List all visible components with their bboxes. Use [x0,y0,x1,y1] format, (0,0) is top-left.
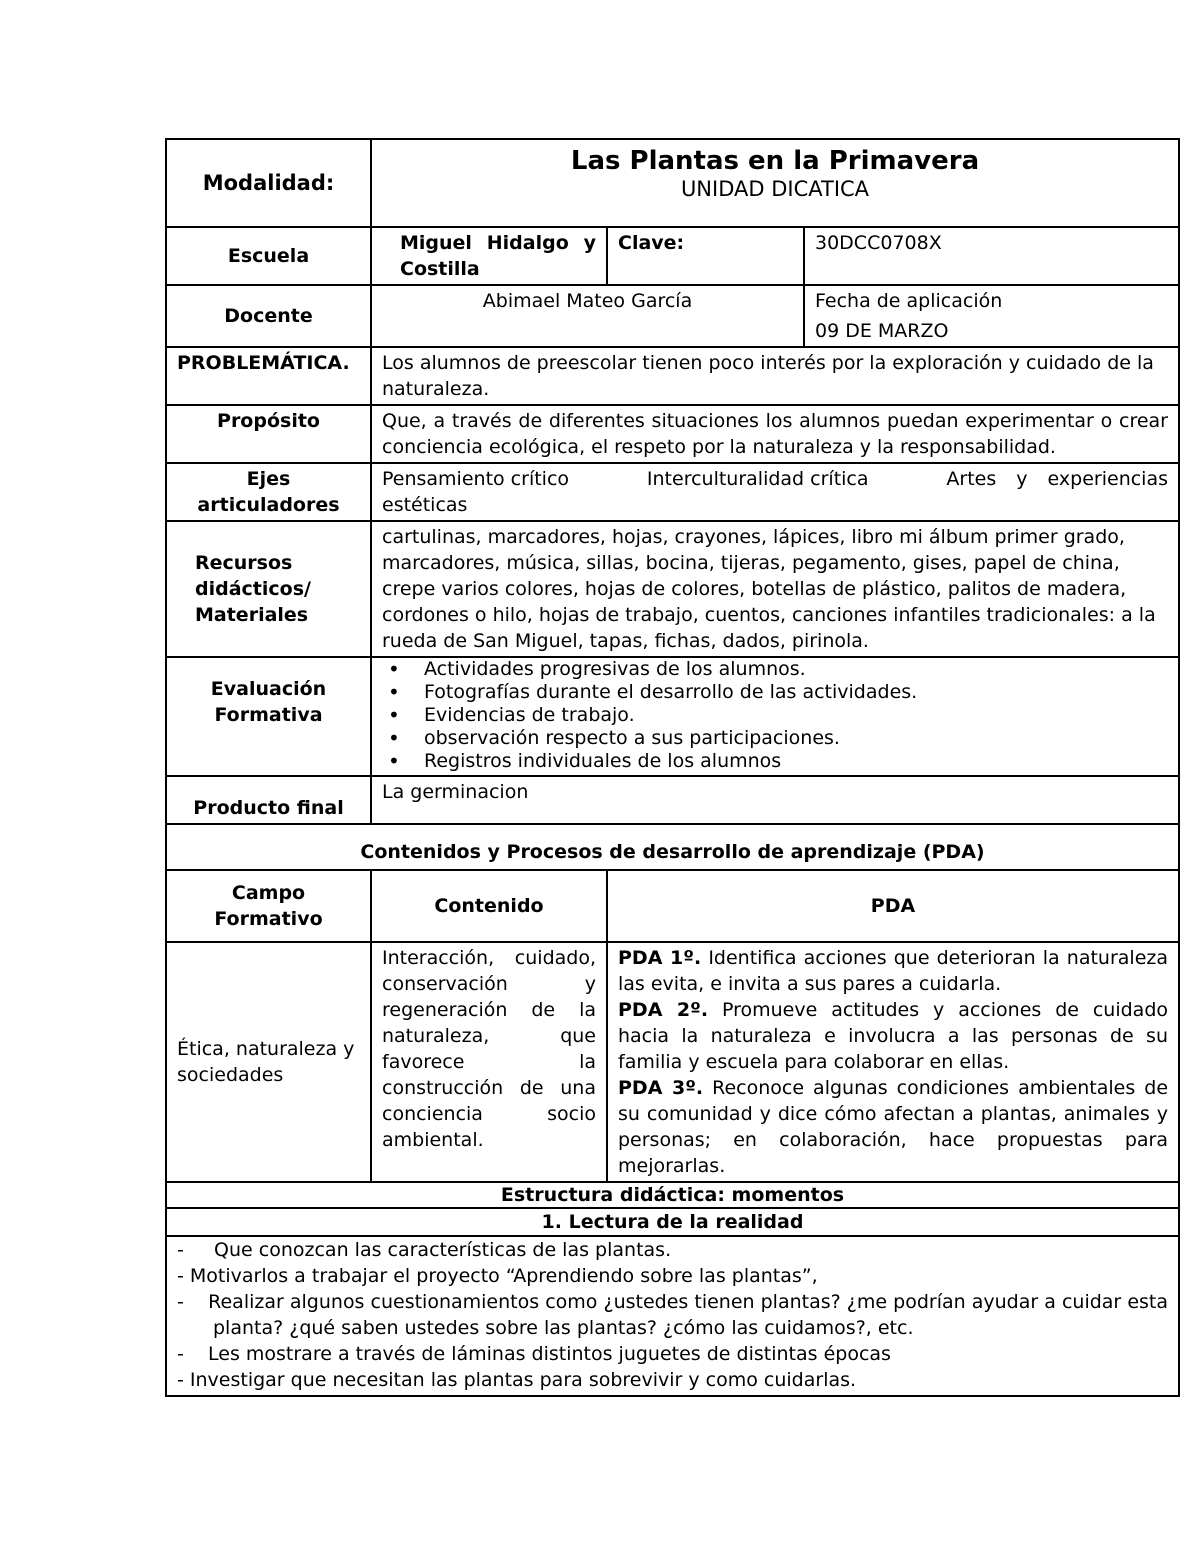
pda-item: PDA 2º. Promueve actitudes y acciones de cuidado hacia la naturaleza e involucra a las personas de su familia y escuela para colaborar en ellas. [618,999,1169,1073]
lesson-plan-document [165,138,1178,1397]
docente-row [166,285,1179,347]
ejes-row [166,463,1179,521]
escuela-value: Miguel Hidalgo y Costilla [371,227,607,285]
fecha-value: 09 DE MARZO [815,320,949,342]
modalidad-label: Modalidad: [166,139,371,227]
fecha-cell [804,285,1179,347]
page-title: Las Plantas en la Primavera [570,146,980,176]
contenidos-data-row [166,942,1179,1182]
page-subtitle: UNIDAD DICATICA [680,177,870,201]
eje-item: Pensamiento crítico [382,468,570,490]
estructura-items-row [166,1236,1179,1396]
evaluacion-label: Evaluación Formativa [166,657,371,776]
docente-value: Abimael Mateo García [371,285,804,347]
title-cell [371,139,1179,227]
estructura-section-row [166,1208,1179,1236]
fecha-label: Fecha de aplicación [815,290,1003,312]
escuela-label: Escuela [166,227,371,285]
eje-item-continued: estéticas [382,494,468,516]
col-campo-formativo: Campo Formativo [166,870,371,942]
contenido-value: Interacción, cuidado, conservación y regeneración de la naturaleza, que favorece la construcción de una conciencia socio ambiental. [371,942,607,1182]
list-item: • Fotografías durante el desarrollo de las actividades. [424,681,1168,704]
list-item: - Que conozcan las características de las plantas. [177,1239,672,1261]
producto-row [166,776,1179,824]
lesson-plan-table [165,138,1180,1397]
list-item: - Realizar algunos cuestionamientos como ¿ustedes tienen plantas? ¿me podrían ayudar a cuidar esta planta? ¿qué saben ustedes sobre las plantas? ¿cómo las cuidamos?, etc. [177,1291,1175,1339]
estructura-items-cell [166,1236,1179,1396]
ejes-label: Ejes articuladores [166,463,371,521]
producto-label: Producto final [166,776,371,824]
recursos-label: Recursos didácticos/ Materiales [166,521,371,657]
contenidos-heading: Contenidos y Procesos de desarrollo de aprendizaje (PDA) [166,824,1179,870]
list-item: • observación respecto a sus participaciones. [424,727,1168,750]
problematica-row [166,347,1179,405]
estructura-heading: Estructura didáctica: momentos [166,1182,1179,1208]
ejes-cell [371,463,1179,521]
problematica-value: Los alumnos de preescolar tienen poco interés por la exploración y cuidado de la naturaleza. [371,347,1179,405]
evaluacion-row [166,657,1179,776]
col-pda: PDA [607,870,1179,942]
list-item: • Actividades progresivas de los alumnos. [424,658,1168,681]
pda-item: PDA 1º. Identifica acciones que deterioran la naturaleza las evita, e invita a sus pares a cuidarla. [618,947,1169,995]
proposito-row [166,405,1179,463]
recursos-row [166,521,1179,657]
clave-label: Clave: [607,227,804,285]
list-item: - Investigar que necesitan las plantas para sobrevivir y como cuidarlas. [177,1369,857,1391]
docente-label: Docente [166,285,371,347]
modalidad-row [166,139,1179,227]
producto-value: La germinacion [371,776,1179,824]
pda-item: PDA 3º. Reconoce algunas condiciones ambientales de su comunidad y dice cómo afectan a plantas, animales y personas; en colaboración, hace propuestas para mejorarlas. [618,1077,1169,1177]
eje-item: Interculturalidad crítica [646,468,869,490]
proposito-value: Que, a través de diferentes situaciones los alumnos puedan experimentar o crear conciencia ecológica, el respeto por la naturaleza y la responsabilidad. [371,405,1179,463]
clave-value: 30DCC0708X [804,227,1179,285]
escuela-row [166,227,1179,285]
pda-list [607,942,1179,1182]
recursos-value: cartulinas, marcadores, hojas, crayones, lápices, libro mi álbum primer grado, marcadores, música, sillas, bocina, tijeras, pegamento, gises, papel de china, crepe varios colores, hojas de colores, botellas de plástico, palitos de madera, cordones o hilo, hojas de trabajo, cuentos, canciones infantiles tradicionales: a la rueda de San Miguel, tapas, fichas, dados, pirinola. [371,521,1179,657]
evaluacion-list [382,658,1168,773]
list-item: - Les mostrare a través de láminas distintos juguetes de distintas épocas [177,1343,891,1365]
list-item: - Motivarlos a trabajar el proyecto “Aprendiendo sobre las plantas”, [177,1265,818,1287]
list-item: • Registros individuales de los alumnos [424,750,1168,773]
estructura-section: 1. Lectura de la realidad [166,1208,1179,1236]
col-contenido: Contenido [371,870,607,942]
list-item: • Evidencias de trabajo. [424,704,1168,727]
evaluacion-cell [371,657,1179,776]
eje-item: Artes y experiencias [946,468,1168,490]
campo-formativo-value: Ética, naturaleza y sociedades [166,942,371,1182]
problematica-label: PROBLEMÁTICA. [166,347,371,405]
proposito-label: Propósito [166,405,371,463]
contenidos-header-row [166,870,1179,942]
estructura-heading-row [166,1182,1179,1208]
contenidos-heading-row [166,824,1179,870]
